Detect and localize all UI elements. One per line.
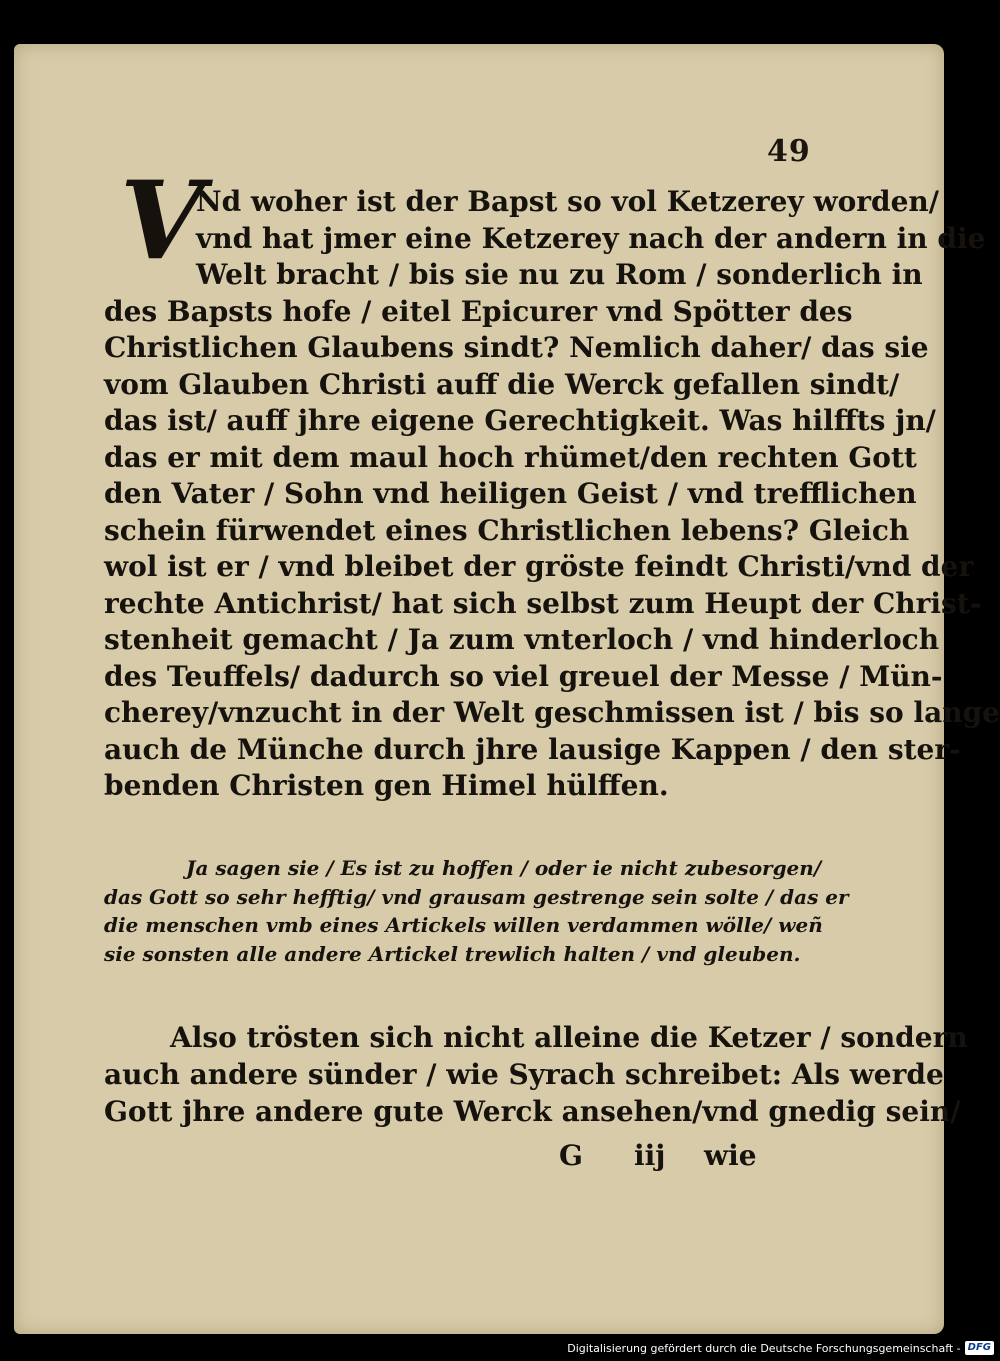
text-line: Also trösten sich nicht alleine die Ketzer / sondern xyxy=(170,1021,968,1054)
text-line: auch andere sünder / wie Syrach schreibet: Als werde xyxy=(104,1058,944,1091)
text-line: Welt bracht / bis sie nu zu Rom / sonderlich in xyxy=(196,258,923,291)
text-line: den Vater / Sohn vnd heiligen Geist / vnd trefflichen xyxy=(104,477,917,510)
decorated-initial: V xyxy=(120,158,204,284)
text-line: das er mit dem maul hoch rhümet/den rechten Gott xyxy=(104,440,917,474)
book-page xyxy=(14,44,1000,1334)
quote-line: Ja sagen sie / Es ist zu hoffen / oder ie nicht zubesorgen/ xyxy=(186,856,822,880)
funding-credit: Digitalisierung gefördert durch die Deutsche Forschungsgemeinschaft - xyxy=(567,1341,961,1355)
main-paragraph xyxy=(104,184,1000,805)
text-line: schein fürwendet eines Christlichen lebens? Gleich xyxy=(104,513,910,547)
funding-footer xyxy=(567,1339,994,1357)
text-line: Gott jhre andere gute Werck ansehen/vnd gnedig sein/ xyxy=(104,1095,961,1128)
text-line: des Bapsts hofe / eitel Epicurer vnd Spötter des xyxy=(104,294,853,328)
dfg-logo-icon: DFG xyxy=(965,1341,994,1355)
text-line: Nd woher ist der Bapst so vol Ketzerey worden/ xyxy=(196,185,939,218)
quote-line: die menschen vmb eines Artickels willen verdammen wölle/ weñ xyxy=(104,913,823,937)
text-line: rechte Antichrist/ hat sich selbst zum Heupt der Christ- xyxy=(104,586,982,620)
closing-paragraph xyxy=(104,1019,968,1130)
text-line: benden Christen gen Himel hülffen. xyxy=(104,769,669,802)
signature-mark: G xyxy=(559,1139,583,1172)
text-line: auch de Münche durch jhre lausige Kappen / den ster- xyxy=(104,732,961,766)
quote-line: das Gott so sehr hefftig/ vnd grausam gestrenge sein solte / das er xyxy=(104,884,849,909)
signature-number: iij xyxy=(634,1139,666,1172)
text-line: vnd hat jmer eine Ketzerey nach der andern in die xyxy=(196,221,986,255)
quote-paragraph xyxy=(104,854,849,968)
catchword: wie xyxy=(704,1139,757,1172)
text-line: Christlichen Glaubens sindt? Nemlich daher/ das sie xyxy=(104,331,929,364)
text-line: stenheit gemacht / Ja zum vnterloch / vnd hinderloch xyxy=(104,623,940,656)
text-line: das ist/ auff jhre eigene Gerechtigkeit. Was hilffts jn/ xyxy=(104,404,936,437)
text-line: vom Glauben Christi auff die Werck gefallen sindt/ xyxy=(104,367,900,401)
text-line: des Teuffels/ dadurch so viel greuel der Messe / Mün- xyxy=(104,659,943,693)
text-line: cherey/vnzucht in der Welt geschmissen ist / bis so lange xyxy=(104,696,1000,729)
quote-line: sie sonsten alle andere Artickel trewlich halten / vnd gleuben. xyxy=(104,941,801,966)
page-number: 49 xyxy=(767,134,811,169)
text-line: wol ist er / vnd bleibet der gröste feindt Christi/vnd der xyxy=(104,550,974,583)
